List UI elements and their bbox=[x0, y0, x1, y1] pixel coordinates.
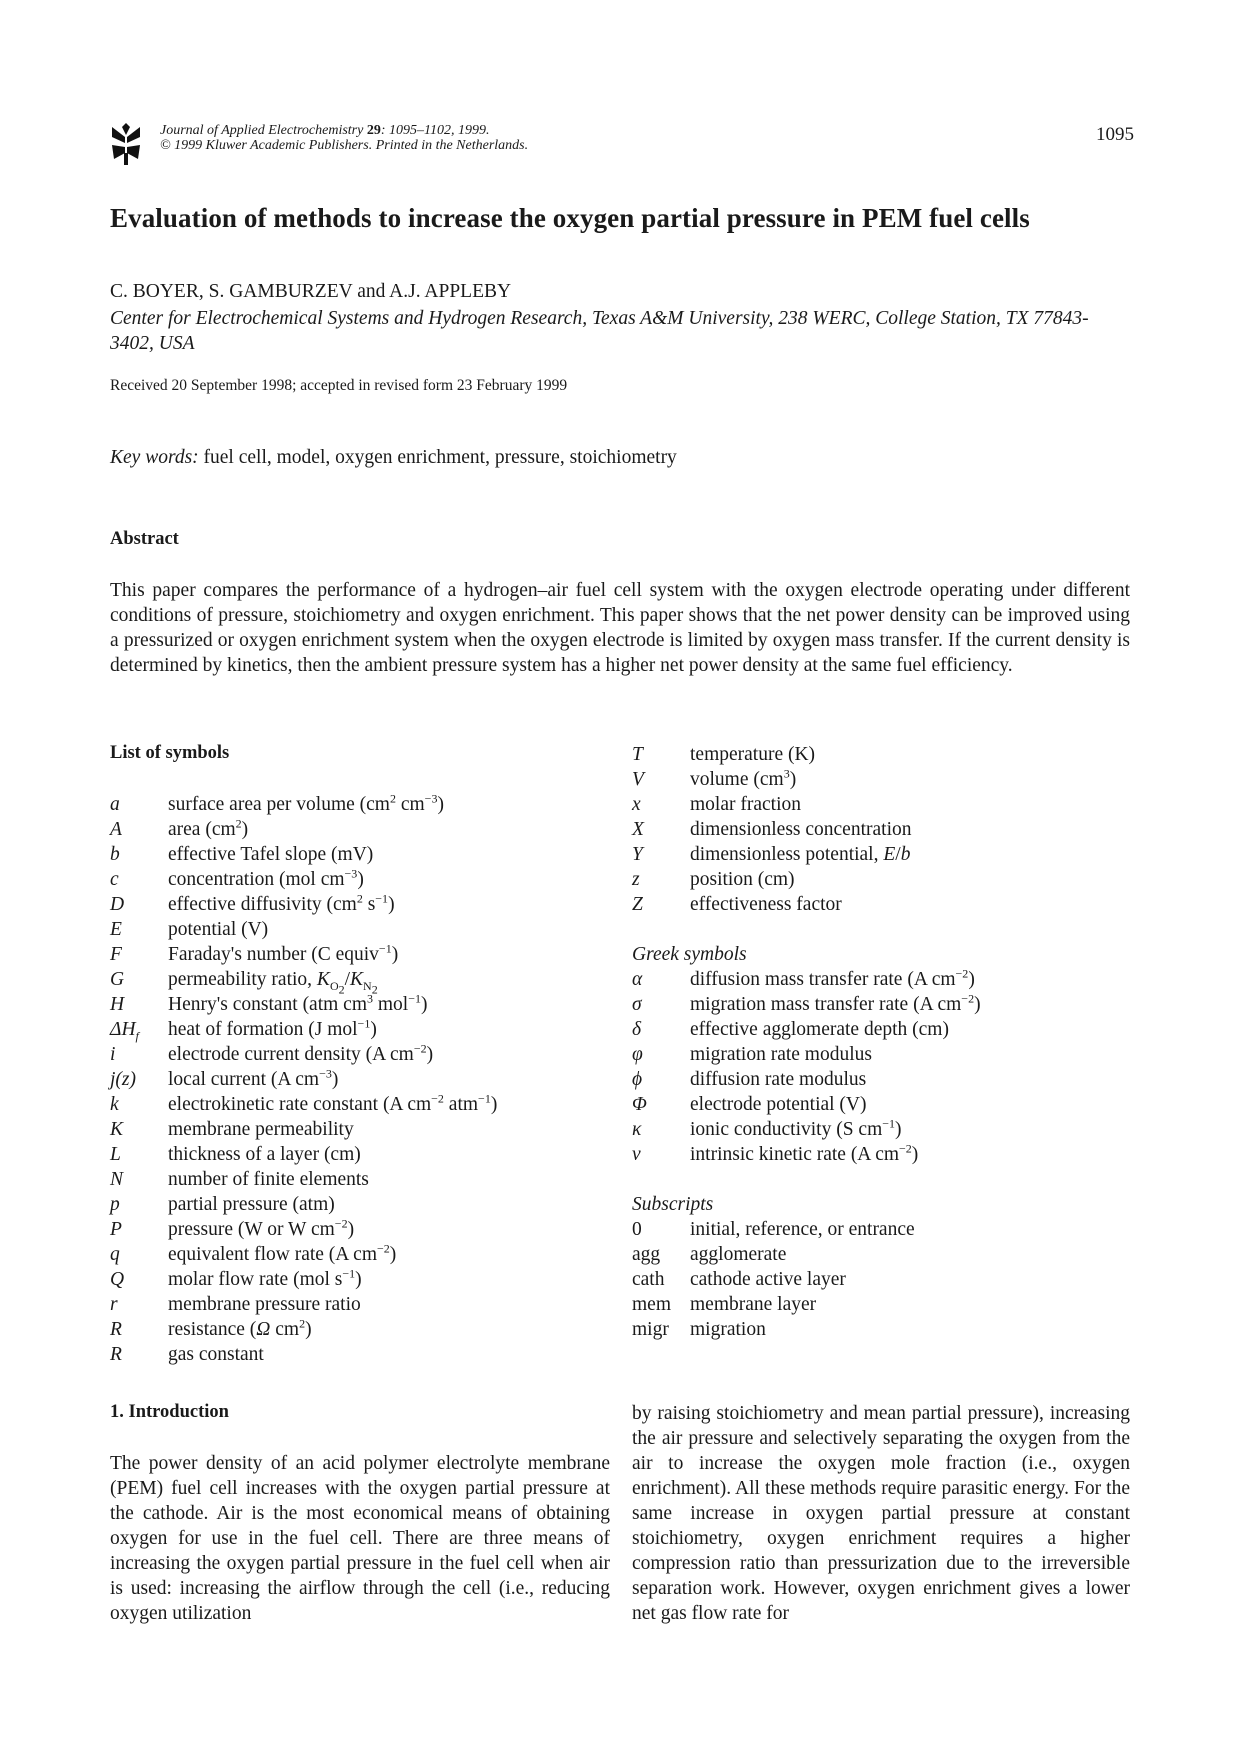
subscripts-heading: Subscripts bbox=[632, 1194, 714, 1215]
symbol-definition: agglomerate bbox=[690, 1244, 787, 1265]
symbol-definition: molar fraction bbox=[690, 794, 801, 815]
symbol-definition: diffusion mass transfer rate (A $cm^{-2}$) bbox=[690, 966, 975, 990]
symbol-row bbox=[110, 1317, 497, 1342]
symbol-row bbox=[110, 992, 497, 1017]
symbol-definition: effective diffusivity ($cm^2$ $s^{-1}$) bbox=[168, 891, 395, 915]
symbol-definition: migration bbox=[690, 1319, 766, 1340]
symbol-definition: surface area per volume ($cm^2$ $cm^{-3}$) bbox=[168, 791, 444, 815]
page-number: 1095 bbox=[1096, 124, 1134, 145]
symbol-row bbox=[632, 1217, 981, 1242]
greek-symbols-heading: Greek symbols bbox=[632, 944, 747, 965]
symbol-row bbox=[632, 1292, 981, 1317]
symbol: Z bbox=[632, 894, 643, 915]
symbol: G bbox=[110, 969, 125, 990]
symbol: Y bbox=[632, 844, 643, 865]
symbol: c bbox=[110, 869, 119, 890]
symbol-row bbox=[632, 792, 981, 817]
symbol-definition: position (cm) bbox=[690, 869, 795, 890]
symbol: K bbox=[110, 1119, 124, 1140]
authors: C. BOYER, S. GAMBURZEV and A.J. APPLEBY bbox=[110, 281, 512, 302]
symbol: ϕ bbox=[632, 1069, 643, 1090]
symbol-definition: potential (V) bbox=[168, 919, 269, 940]
symbol: p bbox=[110, 1194, 120, 1215]
symbol: L bbox=[110, 1144, 121, 1165]
journal-name: Journal of Applied Electrochemistry bbox=[160, 123, 364, 138]
symbol-definition: equivalent flow rate (A $cm^{-2}$) bbox=[168, 1241, 397, 1265]
symbol-definition: dimensionless concentration bbox=[690, 819, 912, 840]
symbol-row bbox=[632, 992, 981, 1017]
symbol-row bbox=[632, 1242, 981, 1267]
symbol-definition: local current (A $cm^{-3}$) bbox=[168, 1066, 339, 1090]
symbol-row bbox=[110, 1192, 497, 1217]
abstract-heading: Abstract bbox=[110, 529, 179, 549]
symbol: R bbox=[110, 1344, 122, 1365]
symbol: D bbox=[110, 894, 125, 915]
symbol-row bbox=[110, 1167, 497, 1192]
symbol: agg bbox=[632, 1244, 661, 1265]
symbol-row bbox=[110, 1267, 497, 1292]
symbol-row bbox=[632, 1267, 981, 1292]
symbol-definition: thickness of a layer (cm) bbox=[168, 1144, 361, 1165]
received-dates: Received 20 September 1998; accepted in revised form 23 February 1999 bbox=[110, 377, 568, 394]
symbol-definition: electrode potential (V) bbox=[690, 1094, 867, 1115]
symbol: x bbox=[632, 794, 641, 815]
symbol-definition: molar flow rate (mol $s^{-1}$) bbox=[168, 1266, 362, 1290]
symbol-definition: number of finite elements bbox=[168, 1169, 369, 1190]
keywords-text: fuel cell, model, oxygen enrichment, pressure, stoichiometry bbox=[198, 447, 677, 468]
symbol-definition: diffusion rate modulus bbox=[690, 1069, 867, 1090]
symbol-definition: Henry's constant (atm $cm^3$ mol$^{-1}$) bbox=[168, 991, 428, 1015]
symbol: 0 bbox=[632, 1219, 642, 1240]
symbols-right-list bbox=[632, 742, 981, 917]
symbol-definition: area $(cm^2)$ bbox=[168, 816, 249, 840]
symbol-row bbox=[632, 867, 981, 892]
symbol: φ bbox=[632, 1044, 643, 1065]
symbol-row bbox=[632, 1067, 981, 1092]
symbol-definition: membrane layer bbox=[690, 1294, 817, 1315]
symbol: X bbox=[632, 819, 644, 840]
journal-header bbox=[160, 123, 528, 153]
symbol-definition: gas constant bbox=[168, 1344, 264, 1365]
symbol-row bbox=[110, 1242, 497, 1267]
symbol-definition: electrode current density (A $cm^{-2}$) bbox=[168, 1041, 434, 1065]
symbol-row bbox=[632, 1117, 981, 1142]
symbol-row bbox=[110, 1217, 497, 1242]
symbol: σ bbox=[632, 994, 642, 1015]
symbol-definition: effective Tafel slope (mV) bbox=[168, 844, 374, 865]
symbol-row bbox=[110, 1017, 497, 1042]
keywords bbox=[110, 447, 677, 469]
symbol-row bbox=[632, 892, 981, 917]
symbol-definition: resistance (Ω $cm^2$) bbox=[168, 1316, 312, 1340]
symbol: q bbox=[110, 1244, 120, 1265]
symbol: R bbox=[110, 1319, 122, 1340]
symbol-definition: membrane permeability bbox=[168, 1119, 354, 1140]
symbol: b bbox=[110, 844, 120, 865]
symbol-definition: migration rate modulus bbox=[690, 1044, 872, 1065]
symbol: V bbox=[632, 769, 644, 790]
symbol-row bbox=[110, 1142, 497, 1167]
symbol: j(z) bbox=[110, 1069, 136, 1090]
symbol-row bbox=[632, 817, 981, 842]
symbol-row bbox=[110, 1342, 497, 1367]
symbol-definition: intrinsic kinetic rate (A $cm^{-2}$) bbox=[690, 1141, 919, 1165]
symbols-right-column bbox=[632, 742, 981, 1342]
symbol-row bbox=[632, 767, 981, 792]
symbol-row bbox=[110, 917, 497, 942]
journal-pages: : 1095–1102, 1999. bbox=[380, 123, 490, 138]
symbol-definition: cathode active layer bbox=[690, 1269, 846, 1290]
symbol-row bbox=[632, 1092, 981, 1117]
symbol-row bbox=[110, 1092, 497, 1117]
subscripts-list bbox=[632, 1217, 981, 1342]
symbol: T bbox=[632, 744, 643, 765]
greek-symbols-list bbox=[632, 967, 981, 1167]
symbol-row bbox=[110, 1292, 497, 1317]
symbol: α bbox=[632, 969, 643, 990]
introduction-heading: 1. Introduction bbox=[110, 1402, 229, 1422]
symbol: cath bbox=[632, 1269, 665, 1290]
affiliation: Center for Electrochemical Systems and Hydrogen Research, Texas A&M University, 238 WERC, College Station, TX 77843-3402, USA bbox=[110, 308, 1089, 354]
symbol-row bbox=[110, 1042, 497, 1067]
symbol-definition: pressure (W or W $cm^{-2}$) bbox=[168, 1216, 355, 1240]
symbol: P bbox=[110, 1219, 122, 1240]
symbol-definition: dimensionless potential, E/b bbox=[690, 844, 911, 865]
symbol: $\Delta H_f$ bbox=[110, 1019, 139, 1043]
symbol: mem bbox=[632, 1294, 671, 1315]
symbol: κ bbox=[632, 1119, 642, 1140]
abstract-text: This paper compares the performance of a hydrogen–air fuel cell system with the oxygen electrode operating under different conditions of pressure, stoichiometry and oxygen enrichment. This paper shows that the net power density can be improved using a pressurized or oxygen enrichment system when the oxygen electrode is limited by oxygen mass transfer. If the current density is determined by kinetics, then the ambient pressure system has a higher net power density at the same fuel efficiency. bbox=[110, 580, 1130, 676]
symbol: δ bbox=[632, 1019, 642, 1040]
symbol-definition: effective agglomerate depth (cm) bbox=[690, 1019, 949, 1040]
keywords-label: Key words: bbox=[110, 447, 199, 468]
symbol-definition: heat of formation (J mol$^{-1}$) bbox=[168, 1016, 377, 1040]
symbol-definition: volume $(cm^3)$ bbox=[690, 766, 797, 790]
symbol: z bbox=[632, 869, 640, 890]
paper-title: Evaluation of methods to increase the oxygen partial pressure in PEM fuel cells bbox=[110, 203, 1030, 233]
symbol-row bbox=[110, 792, 497, 817]
symbol: a bbox=[110, 794, 120, 815]
symbol-definition: ionic conductivity (S $cm^{-1}$) bbox=[690, 1116, 902, 1140]
symbol: ν bbox=[632, 1144, 641, 1165]
journal-volume: 29 bbox=[366, 123, 381, 138]
introduction-right-column: by raising stoichiometry and mean partial pressure), increasing the air pressure and selectively separating the oxygen from the air to increase the oxygen mole fraction (i.e., oxygen enrichment). All these methods require parasitic energy. For the same increase in oxygen partial pressure at constant stoichiometry, oxygen enrichment requires a higher compression ratio than pressurization due to the irreversible separation work. However, oxygen enrichment gives a lower net gas flow rate for bbox=[632, 1403, 1130, 1624]
symbol-definition: permeability ratio, $K_{O_2}/K_{N_2}$ bbox=[168, 969, 378, 997]
symbol: A bbox=[110, 819, 122, 840]
symbol: N bbox=[110, 1169, 124, 1190]
symbol: i bbox=[110, 1044, 116, 1065]
copyright-line: © 1999 Kluwer Academic Publishers. Printed in the Netherlands. bbox=[160, 138, 529, 153]
symbol-definition: Faraday's number (C equiv$^{-1}$) bbox=[168, 941, 399, 965]
symbol-row bbox=[632, 842, 981, 867]
symbol-row bbox=[632, 1142, 981, 1167]
symbol-row bbox=[632, 1042, 981, 1067]
symbol: E bbox=[110, 919, 122, 940]
symbol-definition: concentration (mol $cm^{-3}$) bbox=[168, 866, 364, 890]
symbol: F bbox=[110, 944, 122, 965]
symbol-definition: membrane pressure ratio bbox=[168, 1294, 361, 1315]
symbol-definition: electrokinetic rate constant (A $cm^{-2}$ atm$^{-1}$) bbox=[168, 1091, 498, 1115]
symbol-row bbox=[110, 817, 497, 842]
symbol-definition: initial, reference, or entrance bbox=[690, 1219, 915, 1240]
introduction-left-column: The power density of an acid polymer electrolyte membrane (PEM) fuel cell increases with the oxygen partial pressure at the cathode. Air is the most economical means of obtaining oxygen for use in the fuel cell. There are three means of increasing the oxygen partial pressure in the fuel cell when air is used: increasing the airflow through the cell (i.e., reducing oxygen utilization bbox=[110, 1453, 610, 1624]
symbol-row bbox=[632, 967, 981, 992]
symbols-left-list bbox=[110, 792, 497, 1367]
symbol-row bbox=[110, 842, 497, 867]
symbol: Φ bbox=[632, 1094, 647, 1115]
symbol: r bbox=[110, 1294, 118, 1315]
symbol-row bbox=[110, 1067, 497, 1092]
symbols-heading: List of symbols bbox=[110, 743, 230, 763]
symbol-row bbox=[632, 1017, 981, 1042]
symbol-definition: temperature (K) bbox=[690, 744, 816, 765]
symbol: k bbox=[110, 1094, 119, 1115]
symbol-definition: migration mass transfer rate (A $cm^{-2}$) bbox=[690, 991, 981, 1015]
symbol-row bbox=[110, 967, 497, 997]
symbol-definition: effectiveness factor bbox=[690, 894, 842, 915]
symbol-row bbox=[110, 867, 497, 892]
symbol-definition: partial pressure (atm) bbox=[168, 1194, 335, 1215]
symbol-row bbox=[110, 1117, 497, 1142]
symbol-row bbox=[632, 1317, 981, 1342]
publisher-logo-icon bbox=[110, 123, 142, 167]
symbol-row bbox=[632, 742, 981, 767]
symbol: H bbox=[110, 994, 125, 1015]
symbol: migr bbox=[632, 1319, 669, 1340]
symbol-row bbox=[110, 892, 497, 917]
symbol-row bbox=[110, 942, 497, 967]
symbol: Q bbox=[110, 1269, 125, 1290]
